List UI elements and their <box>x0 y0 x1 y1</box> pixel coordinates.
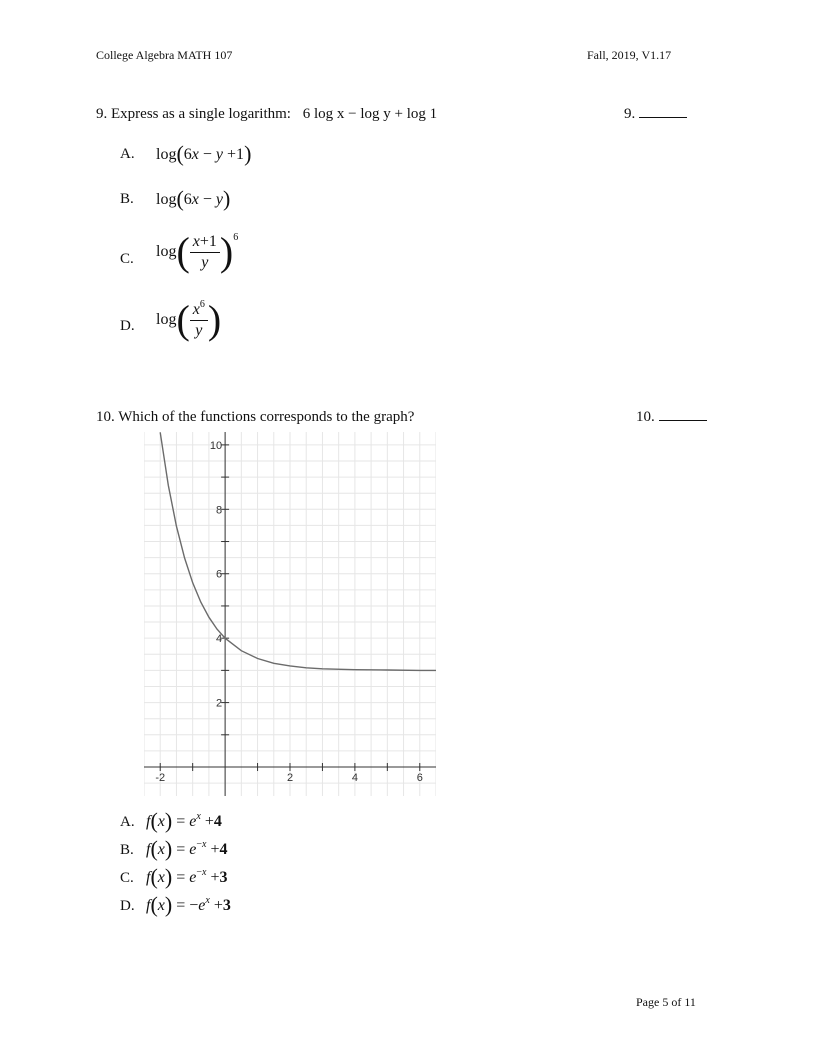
q9-option-a-expression: log(6x − y +1) <box>156 141 252 166</box>
function-curve <box>160 432 436 670</box>
x-tick-label: 4 <box>351 772 358 785</box>
x-tick-label: 2 <box>286 772 294 785</box>
question-9-prompt <box>96 106 437 123</box>
q9-option-d-expression: log ( $\frac{x^6}{y}$ ) <box>156 297 222 342</box>
q10-option-d-label[interactable]: D. <box>120 898 135 914</box>
x-tick-label: 6 <box>416 772 423 785</box>
q10-option-a-label[interactable]: A. <box>120 814 135 830</box>
q10-option-b-label[interactable]: B. <box>120 842 134 858</box>
q9-option-b-expression: log(6x − y) <box>156 186 231 211</box>
q10-option-c-label[interactable]: C. <box>120 870 134 886</box>
y-tick-label: 4 <box>215 633 223 646</box>
y-tick-label: 10 <box>209 439 223 452</box>
course-header: College Algebra MATH 107 <box>96 48 233 62</box>
answer-9-blank[interactable]: 9. <box>624 106 687 123</box>
q10-option-c-expression: $f(x) = e^{-x} +3$ <box>146 864 228 889</box>
question-9-expression: 6 log x − log y + log 1 <box>302 106 438 122</box>
question-9-number: 9. <box>96 106 108 122</box>
page-number: Page 5 of 11 <box>636 995 696 1009</box>
function-graph <box>144 432 436 796</box>
q10-option-d-expression: $f(x) = -e^x +3$ <box>146 892 231 917</box>
x-tick-label: -2 <box>155 772 166 785</box>
y-tick-label: 6 <box>215 568 223 581</box>
y-tick-label: 8 <box>215 504 223 517</box>
question-9-text: Express as a single logarithm: <box>111 106 291 122</box>
y-tick-label: 2 <box>215 697 223 710</box>
q9-option-d-label[interactable]: D. <box>120 318 135 334</box>
q9-option-b-label[interactable]: B. <box>120 191 134 207</box>
term-header: Fall, 2019, V1.17 <box>587 48 672 62</box>
answer-10-blank[interactable]: 10. <box>636 409 707 426</box>
q9-option-c-expression: log ( $\frac{x+1}{y}$ ) $^6$ <box>156 229 239 274</box>
q10-option-a-expression: $f(x) = e^x +4$ <box>146 808 222 833</box>
q9-option-c-label[interactable]: C. <box>120 251 134 267</box>
q10-option-b-expression: $f(x) = e^{-x} +4$ <box>146 836 228 861</box>
q9-option-a-label[interactable]: A. <box>120 146 135 162</box>
question-10-prompt: 10. Which of the functions corresponds to the graph? <box>96 409 415 425</box>
